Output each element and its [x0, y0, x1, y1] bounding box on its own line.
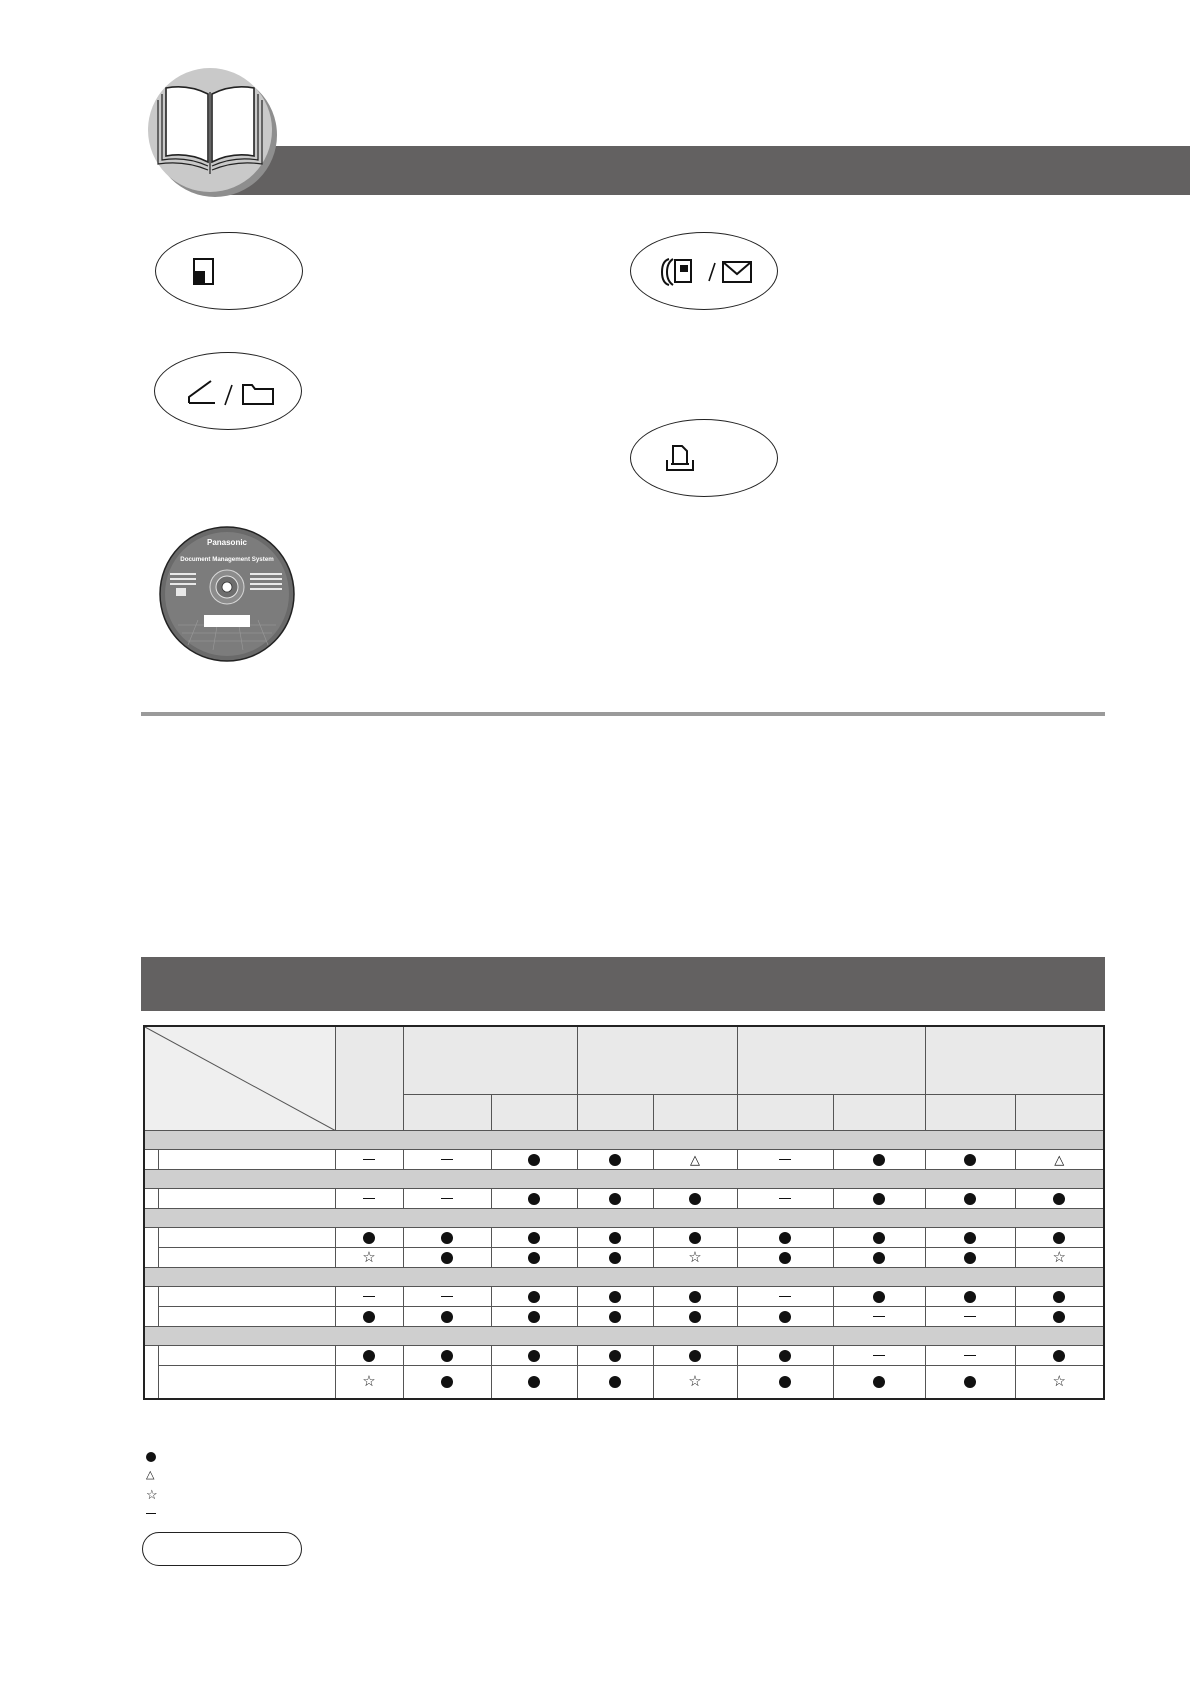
table-cell: [577, 1188, 653, 1208]
dash-symbol: [363, 1198, 375, 1200]
table-cell: [403, 1286, 491, 1306]
table-row-stub: [144, 1227, 158, 1267]
filled-dot-symbol: [964, 1376, 976, 1388]
filled-dot-symbol: [609, 1350, 621, 1362]
table-cell: [491, 1306, 577, 1326]
table-row-label: [158, 1306, 335, 1326]
copy-document-icon: [156, 233, 304, 311]
table-header-group-3: [737, 1026, 925, 1094]
table-cell: [335, 1306, 403, 1326]
filled-dot-symbol: [609, 1311, 621, 1323]
table-cell: [925, 1188, 1015, 1208]
table-cell: [737, 1286, 833, 1306]
table-cell: [491, 1227, 577, 1247]
legend-item: [146, 1466, 158, 1485]
table-cell: [403, 1365, 491, 1399]
table-cell: [403, 1306, 491, 1326]
table-cell: [1015, 1286, 1104, 1306]
filled-dot-symbol: [441, 1232, 453, 1244]
table-cell: [1015, 1247, 1104, 1267]
table-cell: [335, 1365, 403, 1399]
table-row-label: [158, 1345, 335, 1365]
table-cell: [653, 1365, 737, 1399]
filled-dot-symbol: [1053, 1311, 1065, 1323]
table-row: [144, 1345, 1104, 1365]
filled-dot-symbol: [779, 1252, 791, 1264]
table-section-bar: [141, 957, 1105, 1011]
dash-symbol: [441, 1159, 453, 1161]
table-row-label: [158, 1365, 335, 1399]
table-cell: [925, 1345, 1015, 1365]
table-header-group-4: [925, 1026, 1104, 1094]
table-cell: [1015, 1345, 1104, 1365]
star-symbol: ☆: [688, 1373, 702, 1391]
table-cell: [833, 1188, 925, 1208]
star-symbol: ☆: [362, 1248, 376, 1266]
filled-dot-symbol: [779, 1376, 791, 1388]
table-row: [144, 1306, 1104, 1326]
filled-dot-symbol: [779, 1350, 791, 1362]
table-cell: [491, 1345, 577, 1365]
filled-dot-symbol: [441, 1252, 453, 1264]
table-row-label: [158, 1149, 335, 1169]
table-cell: [335, 1345, 403, 1365]
filled-dot-symbol: [779, 1232, 791, 1244]
table-row-stub: [144, 1188, 158, 1208]
filled-dot-symbol: [689, 1350, 701, 1362]
filled-dot-symbol: [873, 1193, 885, 1205]
software-cd: [158, 525, 296, 663]
star-symbol: ☆: [1052, 1248, 1066, 1266]
filled-dot-symbol: [1053, 1193, 1065, 1205]
filled-dot-symbol: [873, 1291, 885, 1303]
table-cell: [653, 1188, 737, 1208]
filled-dot-symbol: [609, 1252, 621, 1264]
table-subheader: [737, 1094, 833, 1130]
filled-dot-symbol: [1053, 1232, 1065, 1244]
triangle-symbol: △: [146, 1469, 155, 1481]
table-cell: [403, 1345, 491, 1365]
cd-brand: Panasonic: [206, 538, 248, 547]
table-cell: [925, 1306, 1015, 1326]
filled-dot-symbol: [964, 1154, 976, 1166]
triangle-symbol: △: [690, 1151, 700, 1167]
triangle-symbol: △: [1054, 1151, 1065, 1167]
table-cell: [577, 1286, 653, 1306]
table-cell: [833, 1365, 925, 1399]
table-row-stub: [144, 1345, 158, 1399]
filled-dot-symbol: [528, 1291, 540, 1303]
copy-function-oval: [155, 232, 303, 310]
filled-dot-symbol: [528, 1376, 540, 1388]
table-subheader: [577, 1094, 653, 1130]
table-cell: [335, 1188, 403, 1208]
table-cell: [1015, 1365, 1104, 1399]
star-symbol: ☆: [688, 1248, 702, 1266]
filled-dot-symbol: [609, 1193, 621, 1205]
feature-matrix: [143, 1025, 1105, 1400]
filled-dot-symbol: [441, 1350, 453, 1362]
scanner-and-folder-icon: [155, 353, 303, 431]
table-cell: [925, 1227, 1015, 1247]
filled-dot-symbol: [689, 1232, 701, 1244]
printer-icon: [631, 420, 779, 498]
dash-symbol: [779, 1198, 791, 1200]
table-cell: [577, 1365, 653, 1399]
section-divider: [141, 712, 1105, 716]
filled-dot-symbol: [146, 1452, 156, 1462]
table-header-group-1: [403, 1026, 577, 1094]
table-cell: [833, 1306, 925, 1326]
table-cell: [737, 1188, 833, 1208]
table-cell: [1015, 1149, 1104, 1169]
legend-item: [146, 1485, 158, 1504]
table-cell: [925, 1247, 1015, 1267]
fax-email-function-oval: [630, 232, 778, 310]
table-cell: [577, 1149, 653, 1169]
table-cell: [737, 1306, 833, 1326]
table-cell: [653, 1227, 737, 1247]
table-subheader: [833, 1094, 925, 1130]
table-cell: [403, 1149, 491, 1169]
table-cell: [653, 1286, 737, 1306]
table-cell: [577, 1247, 653, 1267]
table-cell: [491, 1365, 577, 1399]
dash-symbol: [441, 1296, 453, 1298]
table-cell: [653, 1306, 737, 1326]
filled-dot-symbol: [441, 1311, 453, 1323]
filled-dot-symbol: [609, 1291, 621, 1303]
table-corner-cell: [144, 1026, 335, 1130]
table-cell: [491, 1149, 577, 1169]
note-label-pill: [142, 1532, 302, 1566]
table-cell: [335, 1247, 403, 1267]
table-group-row: [144, 1169, 1104, 1188]
table-cell: [1015, 1188, 1104, 1208]
table-row-stub: [144, 1149, 158, 1169]
table-cell: [403, 1188, 491, 1208]
table-cell: [737, 1345, 833, 1365]
table-cell: [833, 1227, 925, 1247]
table-row-stub: [144, 1286, 158, 1326]
star-symbol: ☆: [146, 1487, 158, 1502]
table-cell: [577, 1345, 653, 1365]
table-header-group-2: [577, 1026, 737, 1094]
filled-dot-symbol: [609, 1232, 621, 1244]
filled-dot-symbol: [528, 1193, 540, 1205]
table-cell: [403, 1227, 491, 1247]
filled-dot-symbol: [363, 1311, 375, 1323]
dash-symbol: [964, 1355, 976, 1357]
table-cell: [577, 1227, 653, 1247]
filled-dot-symbol: [1053, 1291, 1065, 1303]
dash-symbol: [363, 1296, 375, 1298]
table-subheader: [403, 1094, 491, 1130]
filled-dot-symbol: [964, 1193, 976, 1205]
cd-title: Document Management System: [180, 556, 274, 563]
star-symbol: ☆: [362, 1373, 376, 1391]
table-cell: [335, 1227, 403, 1247]
table-row: [144, 1286, 1104, 1306]
table-group-row: [144, 1208, 1104, 1227]
filled-dot-symbol: [873, 1232, 885, 1244]
dash-symbol: [873, 1316, 885, 1318]
table-cell: [335, 1286, 403, 1306]
filled-dot-symbol: [779, 1311, 791, 1323]
filled-dot-symbol: [964, 1291, 976, 1303]
filled-dot-symbol: [609, 1376, 621, 1388]
dash-symbol: [779, 1296, 791, 1298]
filled-dot-symbol: [441, 1376, 453, 1388]
table-row: [144, 1365, 1104, 1399]
table-subheader: [1015, 1094, 1104, 1130]
table-cell: [1015, 1306, 1104, 1326]
table-cell: [737, 1149, 833, 1169]
filled-dot-symbol: [873, 1154, 885, 1166]
dash-symbol: [779, 1159, 791, 1161]
table-group-row: [144, 1130, 1104, 1149]
table-cell: [403, 1247, 491, 1267]
filled-dot-symbol: [528, 1252, 540, 1264]
table-cell: [925, 1365, 1015, 1399]
table-row: [144, 1227, 1104, 1247]
table-subheader: [491, 1094, 577, 1130]
dash-symbol: [363, 1159, 375, 1161]
filled-dot-symbol: [873, 1252, 885, 1264]
filled-dot-symbol: [363, 1232, 375, 1244]
table-cell: [925, 1286, 1015, 1306]
table-cell: [925, 1149, 1015, 1169]
table-cell: [491, 1286, 577, 1306]
table-group-row: [144, 1267, 1104, 1286]
chapter-header-bar: [215, 146, 1190, 195]
star-symbol: ☆: [1052, 1373, 1066, 1391]
table-cell: [491, 1247, 577, 1267]
table-cell: [833, 1345, 925, 1365]
table-cell: [653, 1247, 737, 1267]
table-row: [144, 1188, 1104, 1208]
filled-dot-symbol: [528, 1311, 540, 1323]
symbol-legend: [146, 1447, 158, 1523]
filled-dot-symbol: [689, 1311, 701, 1323]
filled-dot-symbol: [689, 1193, 701, 1205]
table-row-label: [158, 1286, 335, 1306]
dash-symbol: [146, 1513, 156, 1515]
table-row-label: [158, 1247, 335, 1267]
filled-dot-symbol: [363, 1350, 375, 1362]
table-subheader: [925, 1094, 1015, 1130]
table-cell: [1015, 1227, 1104, 1247]
table-row-label: [158, 1227, 335, 1247]
filled-dot-symbol: [689, 1291, 701, 1303]
table-cell: [491, 1188, 577, 1208]
table-subheader: [653, 1094, 737, 1130]
table-cell: [737, 1227, 833, 1247]
dash-symbol: [441, 1198, 453, 1200]
table-row-label: [158, 1188, 335, 1208]
scan-folder-function-oval: [154, 352, 302, 430]
filled-dot-symbol: [964, 1232, 976, 1244]
dash-symbol: [873, 1355, 885, 1357]
dash-symbol: [964, 1316, 976, 1318]
table-row: [144, 1247, 1104, 1267]
table-cell: [653, 1149, 737, 1169]
fax-and-email-icon: [631, 233, 779, 311]
open-book-icon: [142, 58, 282, 198]
filled-dot-symbol: [964, 1252, 976, 1264]
filled-dot-symbol: [528, 1232, 540, 1244]
filled-dot-symbol: [1053, 1350, 1065, 1362]
table-cell: [833, 1149, 925, 1169]
legend-item: [146, 1447, 158, 1466]
table-cell: [577, 1306, 653, 1326]
table-header-col-1: [335, 1026, 403, 1130]
table-cell: [833, 1286, 925, 1306]
table-cell: [335, 1149, 403, 1169]
filled-dot-symbol: [528, 1350, 540, 1362]
legend-item: [146, 1504, 158, 1523]
table-group-row: [144, 1326, 1104, 1345]
table-cell: [737, 1247, 833, 1267]
filled-dot-symbol: [873, 1376, 885, 1388]
print-function-oval: [630, 419, 778, 497]
filled-dot-symbol: [609, 1154, 621, 1166]
table-cell: [653, 1345, 737, 1365]
filled-dot-symbol: [528, 1154, 540, 1166]
table-row: [144, 1149, 1104, 1169]
table-cell: [737, 1365, 833, 1399]
table-cell: [833, 1247, 925, 1267]
